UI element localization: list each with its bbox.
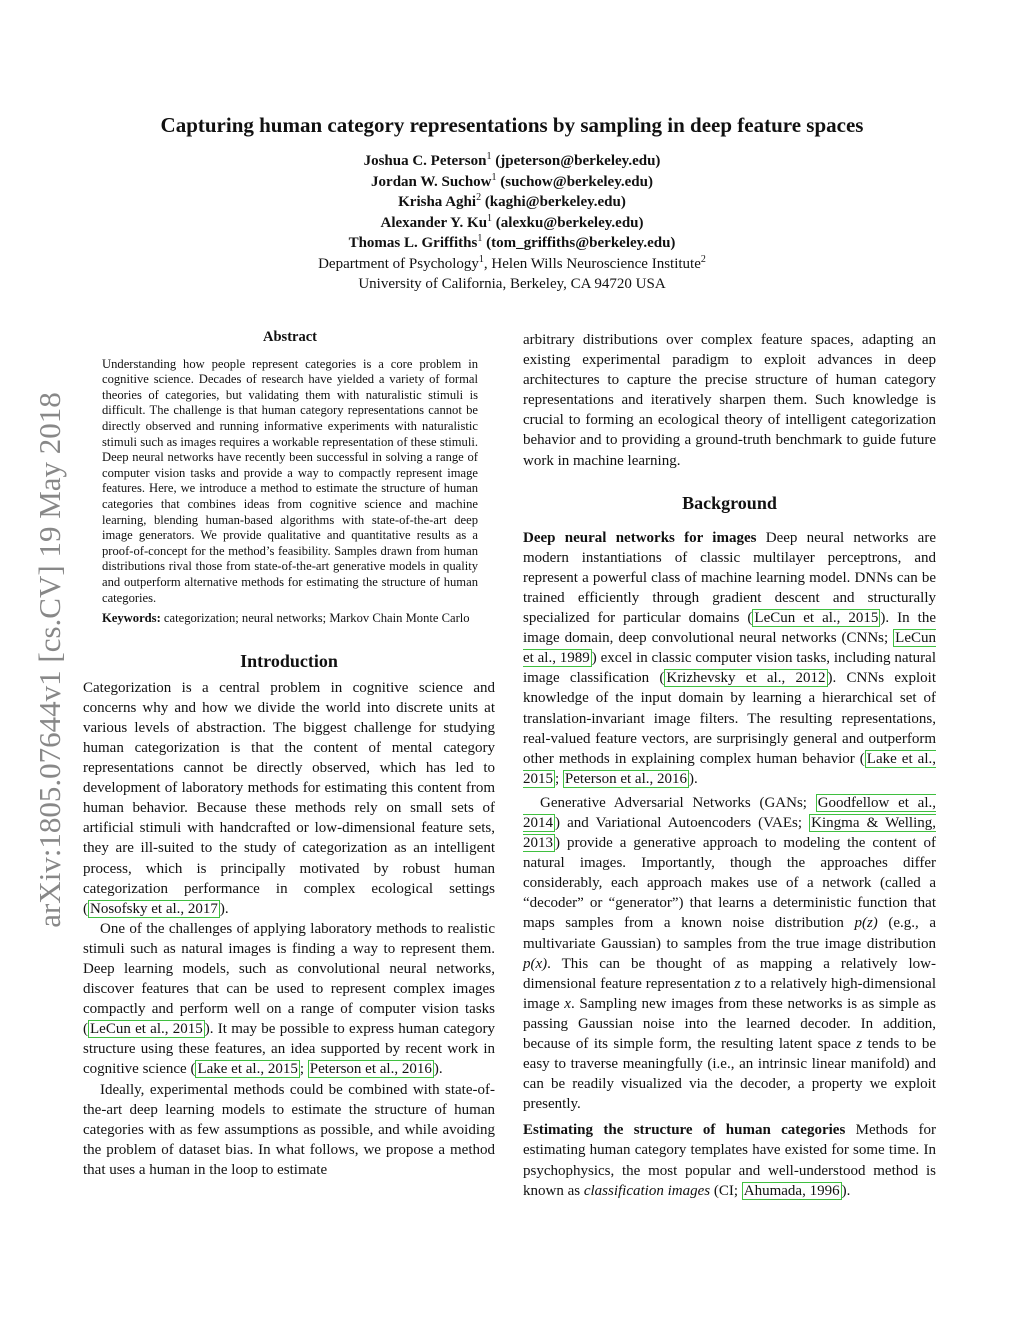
author-line — [160, 172, 864, 193]
author-affil: 1 — [477, 233, 483, 244]
citation-link[interactable]: Goodfellow et al., 2014 — [523, 794, 936, 831]
author-block — [160, 151, 864, 295]
citation-link[interactable]: Lake et al., 2015 — [523, 750, 936, 787]
author-name: Thomas L. Griffiths — [348, 235, 478, 251]
author-affil: 1 — [486, 151, 492, 162]
keywords-label: Keywords: — [102, 611, 161, 626]
arxiv-identifier: arXiv:1805.07644v1 [cs.CV] 19 May 2018 — [32, 392, 67, 928]
estimation-paragraph: Estimating the structure of human categories Methods for estimating human category templates have existed for some time. In psychophysics, the most popular and well-understood method is known as classification images (CI; Ahumada, 1996 ). — [523, 1122, 936, 1199]
introduction-heading: Introduction — [240, 650, 338, 671]
paper-title: Capturing human category representations by sampling in deep feature spaces — [160, 113, 864, 137]
citation-link[interactable]: Kingma & Welling, 2013 — [523, 814, 937, 852]
math-z: z — [856, 1036, 863, 1052]
citation-link[interactable]: LeCun et al., 2015 — [90, 1021, 203, 1038]
citation-link[interactable]: Peterson et al., 2016 — [564, 770, 687, 787]
math-px: p(x) — [523, 955, 548, 972]
author-line — [160, 233, 864, 254]
gan-paragraph: Generative Adversarial Networks (GANs; Goodfellow et al., 2014 ) and Variational Autoencoders (VAEs; Kingma & Welling, 2013 ) provide a generative approach to modeling the content of natural images. Importantly, though the approaches differ considerably, each approach makes use of a network (called a “decoder” or “generator”) that learns a deterministic function that maps samples from a known noise distribution p(z) (e.g., a multivariate Gaussian) to samples from the true image distribution p(x). This can be thought of as mapping a relatively low-dimensional feature representation z to a relatively high-dimensional image x. Sampling new images from these networks is as simple as passing Gaussian noise into the learned decoder. In addition, because of its simple form, the resulting latent space z tends to be easy to traverse meaningfully (i.e., an intrinsic linear manifold) and can be readily visualized via the decoder, a property we exploit presently. — [523, 794, 937, 1113]
dnn-paragraph: Deep neural networks for images Deep neural networks are modern instantiations of classic multilayer perceptrons, and represent a powerful class of machine learning model. DNNs can be trained efficiently through gradient descent and structurally specialized for particular domains ( LeCun et al., 2015 ). In the image domain, deep convolutional neural networks (CNNs; LeCun et al., 1989 ) excel in classic computer vision tasks, including natural image classification ( Krizhevsky et al., 2012 ). CNNs exploit knowledge of the input domain by learning a hierarchical set of translation-invariant image filters. The resulting representations, real-valued feature vectors, are surprisingly general and outperform other methods in explaining complex human behavior ( Lake et al., 2015 ; Peterson et al., 2016 ). — [523, 529, 936, 787]
citation-link[interactable]: Peterson et al., 2016 — [309, 1061, 432, 1078]
citation-link[interactable]: Nosofsky et al., 2017 — [90, 900, 218, 917]
citation-link[interactable]: LeCun et al., 2015 — [754, 610, 879, 627]
author-name: Alexander Y. Ku — [380, 214, 488, 231]
intro-paragraph-2: One of the challenges of applying laboratory methods to realistic stimuli such as natural images is finding a way to represent them. Deep learning models, such as convolutional neural networks, discover features that can be used to represent complex images compactly and perform well on a range of computer vision tasks ( LeCun et al., 2015 ). It may be possible to express human category structure using these features, an idea supported by recent work in cognitive science ( Lake et al., 2015 ; Peterson et al., 2016 ). — [83, 920, 496, 1078]
intro-continuation: arbitrary distributions over complex feature spaces, adapting an existing experimental paradigm to exploit advances in deep architectures to capture the precise structure of human category representations and iteratively sharpen them. Such knowledge is crucial to forming an ecological theory of intelligent categorization behavior and to providing a ground-truth benchmark to guide future work in machine learning. — [523, 332, 936, 469]
author-affil: 2 — [476, 192, 482, 203]
author-affil: 1 — [487, 212, 493, 224]
intro-paragraph-1: Categorization is a central problem in cognitive science and concerns why and how we divide the world into discrete units at various levels of abstraction. The biggest challenge for studying human categorization is that the content of mental category representations cannot be directly observed, which has led to development of laboratory methods for estimating this content from human behavior. Because these methods rely on small sets of artificial stimuli with handcrafted or low-dimensional feature sets, they are ill-suited to the study of categorization as an intelligent process, which is principally motivated by robust human categorization performance in complex ecological settings ( Nosofsky et al., 2017 ). — [83, 679, 495, 917]
citation-link[interactable]: Ahumada, 1996 — [743, 1182, 840, 1199]
citation-link[interactable]: LeCun et al., 1989 — [523, 630, 936, 667]
background-heading: Background — [682, 492, 777, 513]
author-affil: 1 — [491, 171, 497, 183]
keywords — [102, 611, 478, 627]
citation-link[interactable]: Lake et al., 2015 — [197, 1061, 298, 1078]
paragraph-heading: Deep neural networks for images — [523, 529, 757, 546]
paragraph-heading: Estimating the structure of human categories — [523, 1122, 846, 1139]
author-email: (alexku@berkeley.edu) — [495, 214, 644, 231]
abstract — [102, 330, 478, 627]
math-x: x — [564, 995, 571, 1012]
keywords-text: categorization; neural networks; Markov Chain Monte Carlo — [163, 611, 470, 626]
author-line — [160, 192, 864, 213]
author-email: (kaghi@berkeley.edu) — [484, 194, 626, 210]
author-name: Joshua C. Peterson — [363, 153, 487, 169]
citation-link[interactable]: Krizhevsky et al., 2012 — [666, 670, 826, 687]
emphasis-term: classification images — [583, 1182, 711, 1199]
author-line — [160, 213, 864, 234]
right-column — [523, 330, 936, 1201]
author-name: Jordan W. Suchow — [371, 173, 492, 190]
math-z: z — [734, 975, 741, 992]
intro-paragraph-3: Ideally, experimental methods could be combined with state-of-the-art deep learning models to estimate the structure of human categories with as few assumptions as possible, and while avoiding the problem of dataset bias. In what follows, we propose a method that uses a human in the loop to estimate — [83, 1081, 495, 1178]
author-line — [160, 151, 864, 172]
author-email: (jpeterson@berkeley.edu) — [495, 153, 661, 169]
math-pz: p(z) — [854, 915, 878, 932]
abstract-heading: Abstract — [263, 329, 317, 345]
left-column — [83, 330, 495, 1180]
author-email: (tom_griffiths@berkeley.edu) — [486, 235, 676, 251]
author-name: Krisha Aghi — [398, 194, 477, 210]
university-line: University of California, Berkeley, CA 94720 USA — [358, 276, 666, 292]
author-email: (suchow@berkeley.edu) — [500, 173, 653, 190]
abstract-text: Understanding how people represent categories is a core problem in cognitive science. Decades of research have yielded a variety of formal theories of categories, but validating them with naturalistic stimuli is difficult. The challenge is that human category representations cannot be directly observed and running informative experiments with naturalistic stimuli such as images requires a workable representation of these stimuli. Deep neural networks have recently been successful in solving a range of computer vision tasks and provide a way to compactly represent image features. Here, we introduce a method to estimate the structure of human categories that combines ideas from cognitive science and machine learning, blending human-based algorithms with state-of-the-art deep image generators. We provide qualitative and quantitative results as a proof-of-concept for the method’s feasibility. Samples drawn from human distributions rival those from state-of-the-art generative models in quality and outperform alternative methods for estimating the structure of human categories. — [102, 356, 478, 605]
affiliation-line: Department of Psychology$^1$, Helen Wills Neuroscience Institute$^2$ — [318, 253, 706, 272]
